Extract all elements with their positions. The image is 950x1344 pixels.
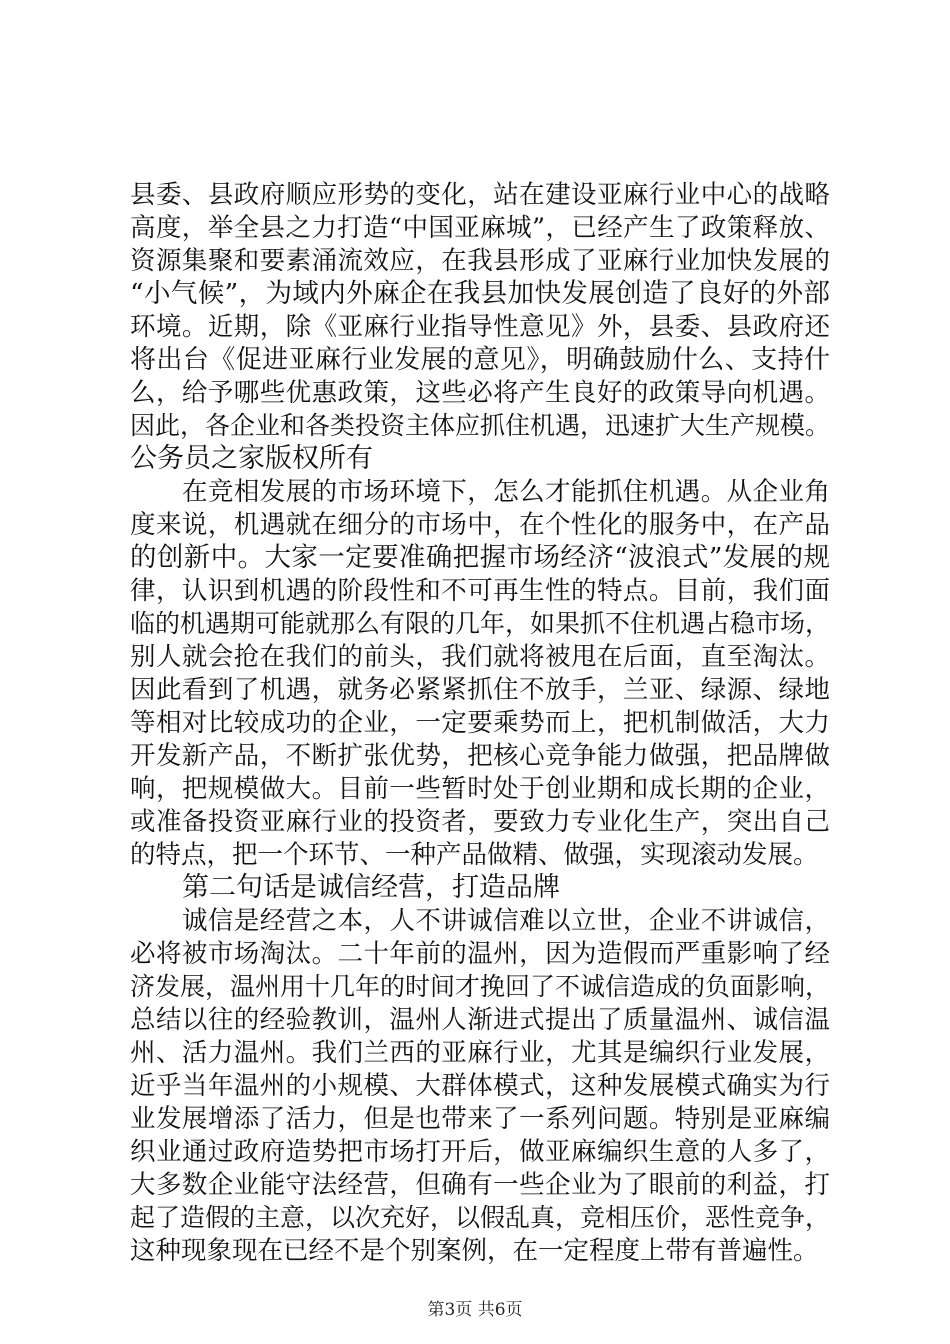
page-number: 第3页 共6页: [427, 1300, 523, 1320]
text-line: 县委、县政府顺应形势的变化，站在建设亚麻行业中心的战略: [130, 180, 830, 210]
text-line: 公务员之家版权所有: [130, 443, 373, 474]
text-line: “小气候”，为域内外麻企在我县加快发展创造了良好的外部: [130, 278, 830, 309]
text-line: 近乎当年温州的小规模、大群体模式，这种发展模式确实为行: [130, 1071, 830, 1101]
text-line: 度来说，机遇就在细分的市场中，在个性化的服务中，在产品: [130, 510, 830, 540]
text-line: 州、活力温州。我们兰西的亚麻行业，尤其是编织行业发展，: [130, 1038, 830, 1068]
text-line: 必将被市场淘汰。二十年前的温州，因为造假而严重影响了经: [130, 939, 830, 969]
text-line: 因此看到了机遇，就务必紧紧抓住不放手，兰亚、绿源、绿地: [130, 675, 830, 705]
text-line: 这种现象现在已经不是个别案例，在一定程度上带有普遍性。: [130, 1236, 819, 1266]
text-line: 济发展，温州用十几年的时间才挽回了不诚信造成的负面影响，: [130, 972, 831, 1001]
text-line: 将出台《促进亚麻行业发展的意见》，明确鼓励什么、支持什: [130, 345, 830, 375]
text-line: 资源集聚和要素涌流效应，在我县形成了亚麻行业加快发展的: [130, 246, 830, 276]
text-line: 等相对比较成功的企业，一定要乘势而上，把机制做活，大力: [130, 708, 830, 738]
text-line: 响，把规模做大。目前一些暂时处于创业期和成长期的企业，: [130, 774, 830, 804]
text-line: 么，给予哪些优惠政策，这些必将产生良好的政策导向机遇。: [130, 378, 830, 408]
text-line: 别人就会抢在我们的前头，我们就将被甩在后面，直至淘汰。: [130, 642, 830, 672]
text-line: 或准备投资亚麻行业的投资者，要致力专业化生产，突出自己: [130, 807, 830, 837]
section-heading: 第二句话是诚信经营，打造品牌: [182, 872, 560, 903]
text-line: 起了造假的主意，以次充好，以假乱真，竞相压价，恶性竞争，: [130, 1203, 831, 1232]
text-line: 织业通过政府造势把市场打开后，做亚麻编织生意的人多了，: [130, 1137, 830, 1167]
text-line: 高度，举全县之力打造“中国亚麻城”，已经产生了政策释放、: [130, 213, 830, 243]
paragraph-first-line: 在竞相发展的市场环境下，怎么才能抓住机遇。从企业角: [182, 477, 830, 507]
text-line: 环境。近期，除《亚麻行业指导性意见》外，县委、县政府还: [130, 312, 830, 342]
text-line: 临的机遇期可能就那么有限的几年，如果抓不住机遇占稳市场，: [130, 609, 831, 638]
text-line: 大多数企业能守法经营，但确有一些企业为了眼前的利益，打: [130, 1170, 830, 1200]
text-line: 总结以往的经验教训，温州人渐进式提出了质量温州、诚信温: [130, 1005, 830, 1035]
paragraph-first-line: 诚信是经营之本，人不讲诚信难以立世，企业不讲诚信，: [182, 906, 830, 936]
text-line: 的创新中。大家一定要准确把握市场经济“波浪式”发展的规: [130, 542, 830, 573]
text-line: 因此，各企业和各类投资主体应抓住机遇，迅速扩大生产规模。: [130, 411, 831, 440]
text-line: 开发新产品，不断扩张优势，把核心竞争能力做强，把品牌做: [130, 741, 830, 771]
text-line: 律，认识到机遇的阶段性和不可再生性的特点。目前，我们面: [130, 576, 830, 606]
text-line: 业发展增添了活力，但是也带来了一系列问题。特别是亚麻编: [130, 1104, 830, 1134]
text-line: 的特点，把一个环节、一种产品做精、做强，实现滚动发展。: [130, 840, 819, 870]
